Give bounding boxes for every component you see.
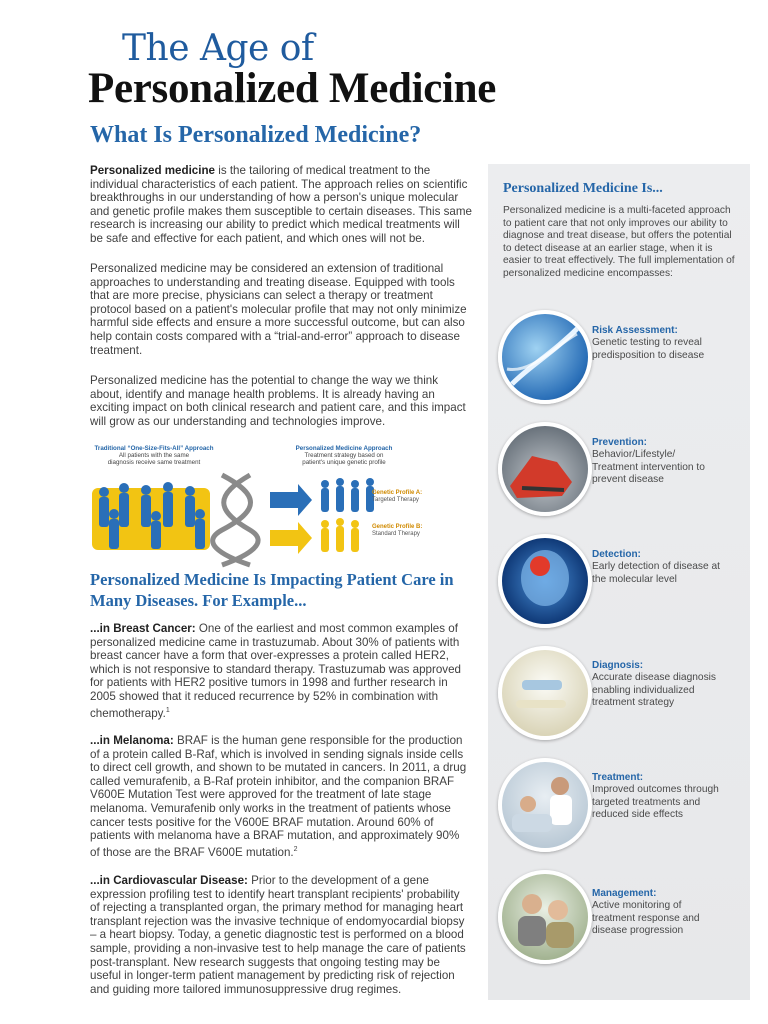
melanoma-paragraph — [90, 734, 472, 859]
lab-test-image-icon — [498, 646, 592, 740]
personalized-sub2: patient's unique genetic profile — [302, 459, 386, 466]
genetic-profile-a-label: Genetic Profile A: — [372, 490, 423, 496]
traditional-sub2: diagnosis receive same treatment — [107, 459, 201, 466]
paragraph-2: Personalized medicine may be considered an extension of traditional approaches to understanding and treating disease. Equipped with tools that are more precise, physicians can select a therapy or treatment protocol based on a patient's molecular profile that may not only minimize harmful side effects and ensure a more successful outcome, but can also help contain costs compared with a “trial-and-error” approach to disease treatment. — [90, 262, 467, 357]
melanoma-lead: ...in Melanoma: — [90, 734, 174, 747]
genetic-profile-a-desc: Targeted Therapy — [372, 497, 419, 503]
reference-1: 1 — [165, 706, 170, 714]
treatment-desc: Improved outcomes through targeted treatments and reduced side effects — [592, 784, 719, 821]
title-top: The Age of — [122, 28, 314, 69]
targeted-group-icon — [321, 478, 374, 512]
reference-2: 2 — [293, 845, 298, 853]
doctor-patient-image-icon — [498, 758, 592, 852]
dna-image-icon — [498, 310, 592, 404]
paragraph-1 — [90, 164, 472, 246]
personalized-caption — [280, 445, 408, 466]
approach-infographic — [90, 440, 472, 570]
section-2-heading: Personalized Medicine Is Impacting Patient Care in Many Diseases. For Example... — [90, 570, 454, 610]
brain-scan-image-icon — [498, 534, 592, 628]
traditional-caption — [90, 445, 218, 466]
page-title: Personalized Medicine — [88, 65, 497, 112]
treatment-label: Treatment: — [592, 772, 644, 783]
sidebar-intro: Personalized medicine is a multi-faceted approach to patient care that not only improves our ability to diagnose and treat disease, but offers the potential to detect disease at an earlier stage, when it is easier to treat effectively. The full implementation of personalized medicine encompasses: — [503, 205, 735, 279]
prevention-label: Prevention: — [592, 437, 648, 448]
genetic-profile-a — [372, 490, 422, 504]
diagnosis-desc: Accurate disease diagnosis enabling individualized treatment strategy — [592, 672, 717, 709]
genetic-profile-b-label: Genetic Profile B: — [372, 524, 423, 530]
management-desc: Active monitoring of treatment response and disease progression — [592, 900, 700, 937]
breast-cancer-lead: ...in Breast Cancer: — [90, 622, 196, 635]
management-label: Management: — [592, 888, 657, 899]
standard-group-icon — [321, 518, 359, 552]
traditional-title: Traditional “One-Size-Fits-All” Approach — [94, 445, 214, 452]
diagnosis-label: Diagnosis: — [592, 660, 644, 671]
melanoma-text: BRAF is the human gene responsible for the production of a protein called B-Raf, which is involved in sending signals inside cells to direct cell growth, and shown to be mutated in cancers. In 2011, a drug called vemurafenib, a B-Raf protein inhibitor, and the companion BRAF V600E Mutation Test were approved for the treatment of late stage melanoma. Vemurafenib only works in the treatment of patients whose cancer tests positive for the V600E BRAF mutation. Around 60% of patients with melanoma have a BRAF mutation, and approximately 90% of those are the BRAF V600E mutation. — [90, 734, 467, 859]
breast-cancer-text: One of the earliest and most common examples of personalized medicine came in trastuzumab. About 30% of patients with breast cancer have a form that over-expresses a protein called HER2, which is not responsive to standard therapy. Trastuzumab was approved for patients with HER2 positive tumors in 1998 and further research in 2005 showed that it reduced recurrence by 52% in combination with chemotherapy. — [90, 622, 461, 720]
arrow-icon — [270, 484, 312, 554]
cardiovascular-paragraph — [90, 874, 472, 996]
prevention-desc: Behavior/Lifestyle/ Treatment intervention to prevent disease — [592, 449, 705, 486]
dna-helix-icon — [213, 475, 258, 565]
running-shoe-image-icon — [498, 422, 592, 516]
personalized-title: Personalized Medicine Approach — [295, 445, 393, 452]
paragraph-3: Personalized medicine has the potential to change the way we think about, identify and manage health problems. It is already having an exciting impact on both clinical research and patient care, and this impact will grow as our understanding and technologies improve. — [90, 374, 466, 428]
paragraph-1-lead: Personalized medicine — [90, 164, 216, 177]
risk-assessment-label: Risk Assessment: — [592, 325, 678, 336]
detection-desc: Early detection of disease at the molecular level — [592, 561, 720, 585]
genetic-profile-b-desc: Standard Therapy — [372, 531, 420, 537]
cardiovascular-lead: ...in Cardiovascular Disease: — [90, 874, 248, 887]
traditional-sub1: All patients with the same — [118, 452, 190, 459]
crowd-figures-icon — [92, 482, 210, 550]
infographic-graphic — [90, 470, 472, 570]
personalized-sub1: Treatment strategy based on — [304, 452, 384, 459]
detection-label: Detection: — [592, 549, 641, 560]
breast-cancer-paragraph — [90, 622, 472, 720]
risk-assessment-desc: Genetic testing to reveal predisposition to disease — [592, 337, 705, 361]
section-heading: What Is Personalized Medicine? — [90, 122, 422, 148]
elderly-couple-image-icon — [498, 870, 592, 964]
sidebar-title: Personalized Medicine Is... — [503, 181, 663, 196]
genetic-profile-b — [372, 524, 422, 538]
paragraph-1-text: is the tailoring of medical treatment to the individual characteristics of each patient. The approach relies on scientific breakthroughs in our understanding of how a person's unique molecular and genetic profile makes them susceptible to certain diseases. This same research is increasing our ability to predict which medical treatments will be safe and effective for each patient, and which ones will not be. — [90, 164, 472, 245]
cardiovascular-text: Prior to the development of a gene expression profiling test to identify heart transplant recipients' probability of rejecting a transplanted organ, the primary method for managing heart transplant rejection was the invasive technique of endomyocardial biopsy – a heart biopsy. Today, a genetic diagnostic test is performed on a blood sample, providing a non-invasive test to help manage the care of patients post-transplant. New research suggests that ongoing testing may be useful in longer-term patient management by predicting risk of rejection and guiding more tailored immunosuppressive drug regimes. — [90, 874, 466, 996]
